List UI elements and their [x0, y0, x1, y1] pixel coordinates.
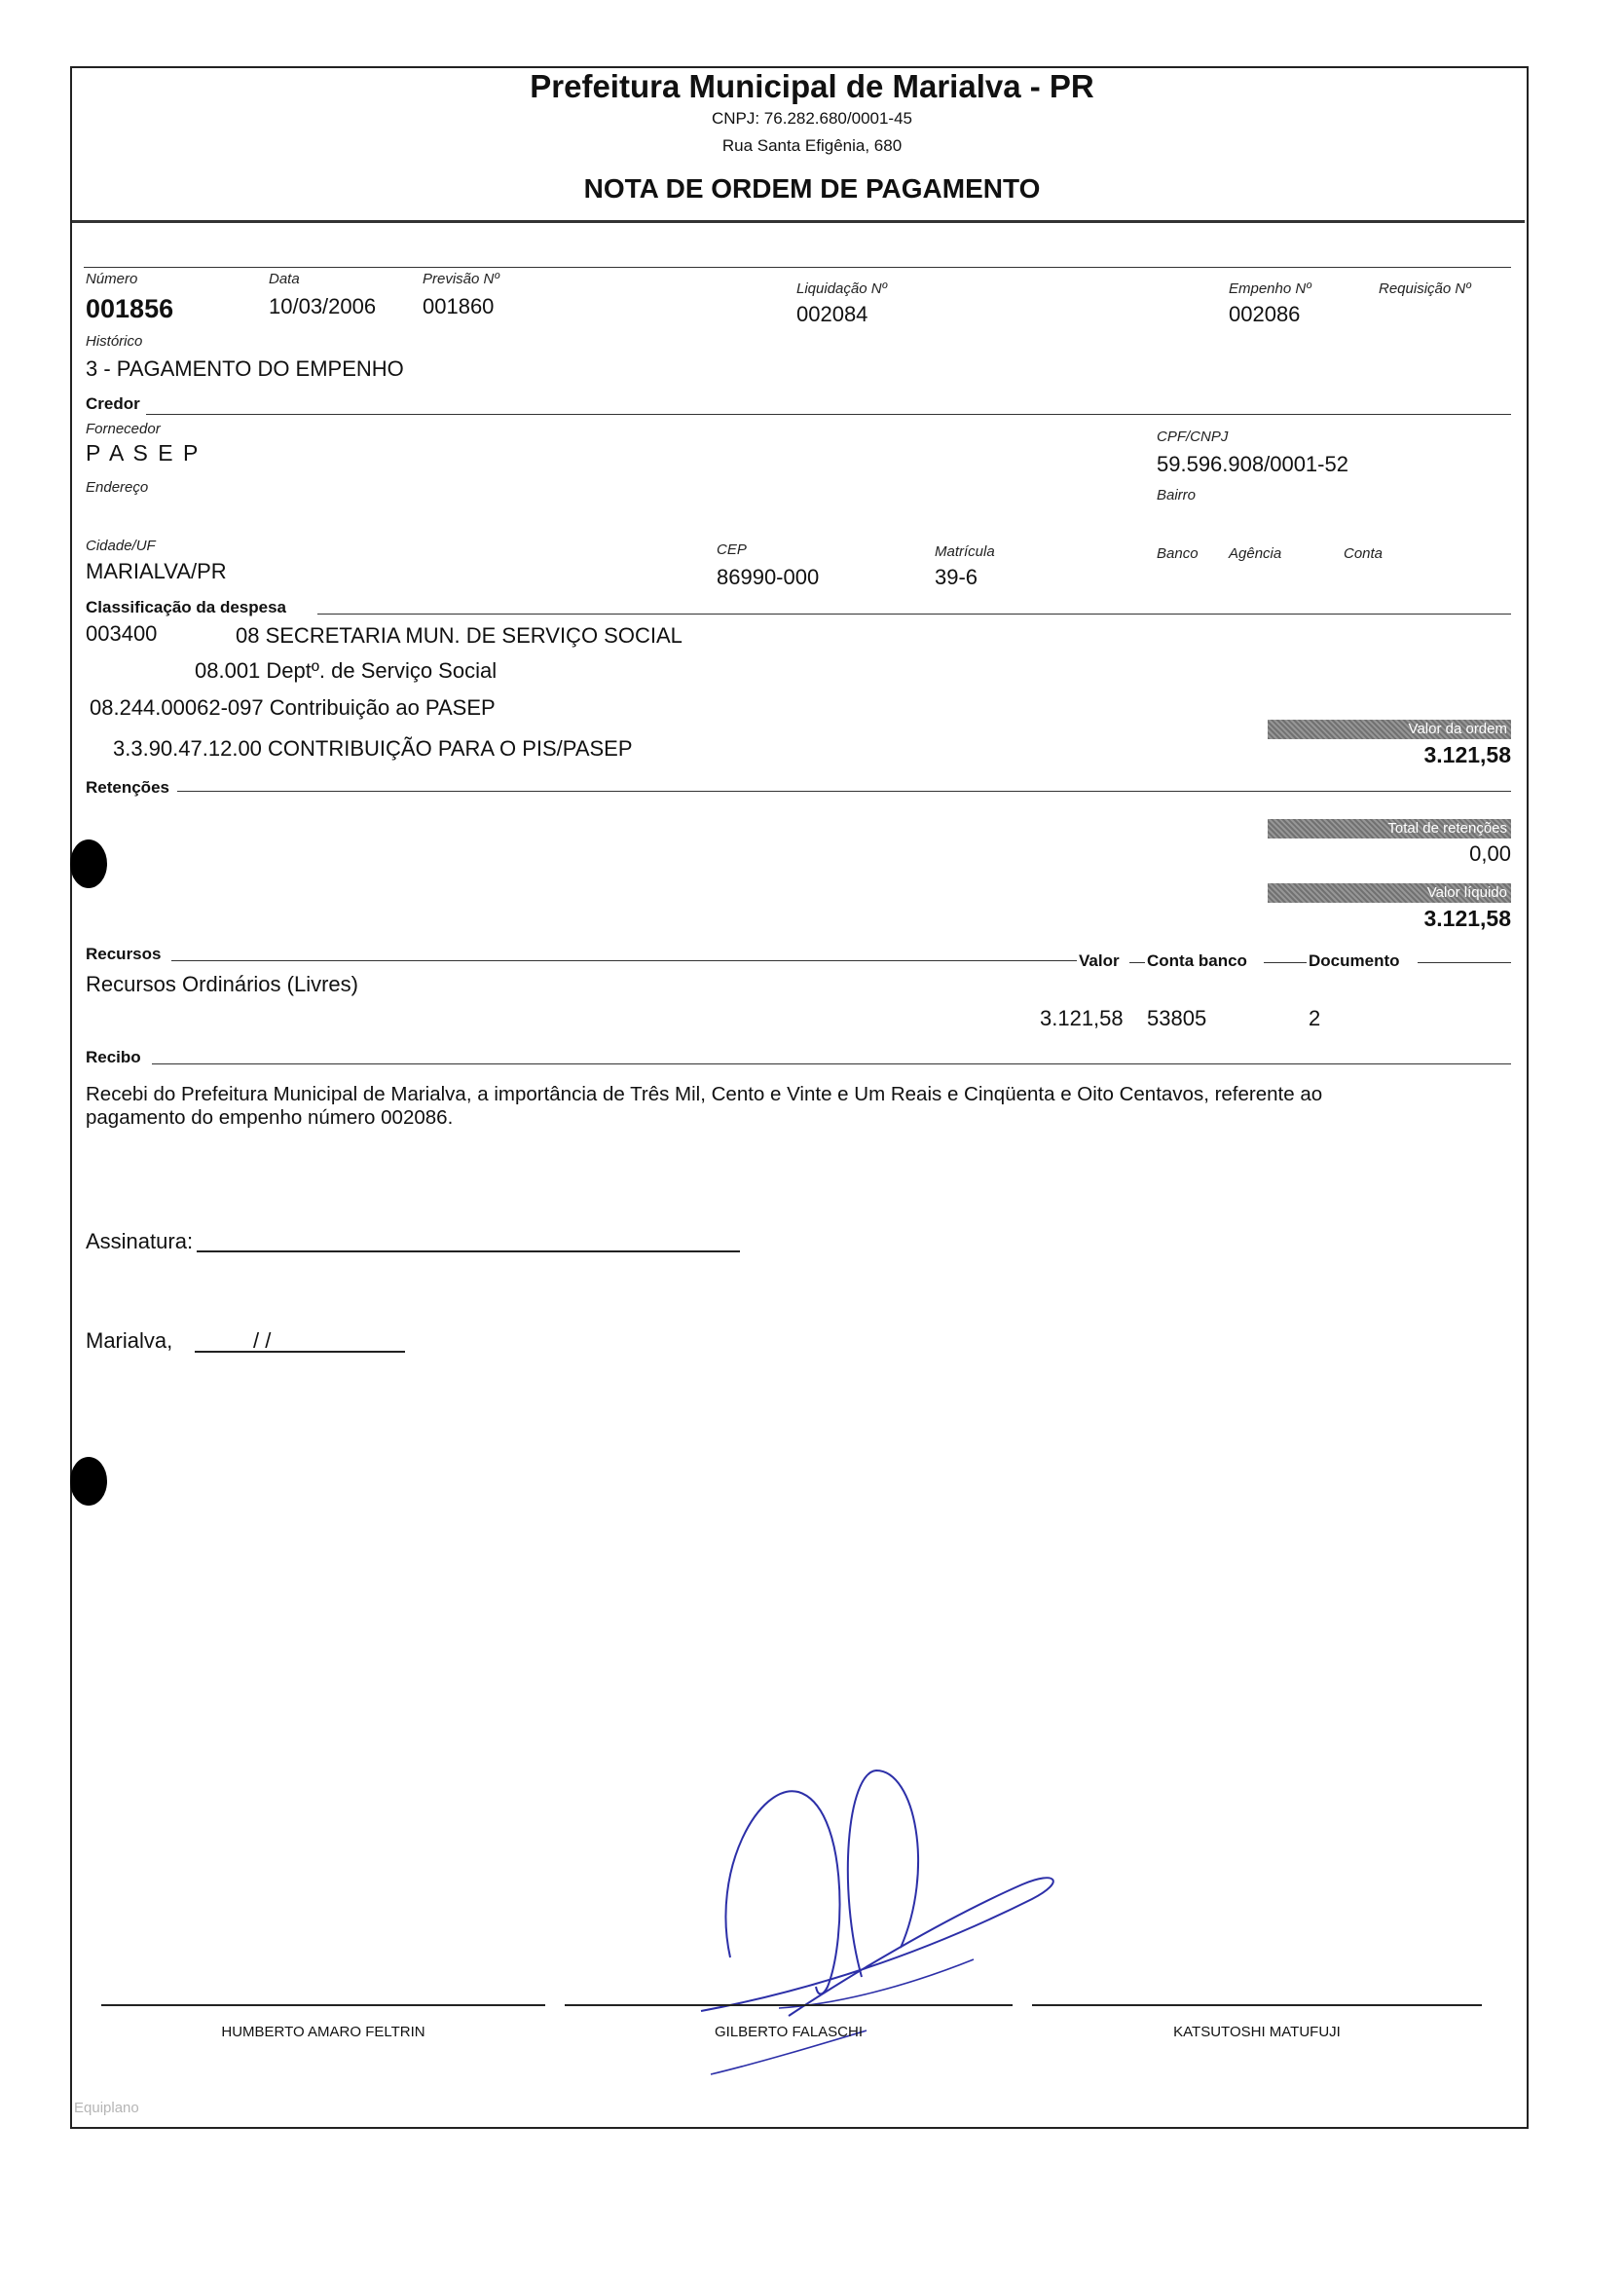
data-label: Data — [269, 271, 300, 287]
recursos-section-title: Recursos — [86, 945, 162, 963]
classificacao-section-title: Classificação da despesa — [86, 598, 287, 616]
credor-section-title: Credor — [86, 394, 140, 413]
liquidacao-value: 002084 — [796, 302, 868, 326]
classificacao-rule — [317, 614, 1511, 615]
punch-hole-top — [70, 839, 107, 888]
retencoes-total-value: 0,00 — [1469, 841, 1511, 866]
fields-top-rule — [84, 267, 1511, 268]
signatory-2: GILBERTO FALASCHI — [715, 2024, 863, 2040]
previsao-label: Previsão Nº — [423, 271, 499, 287]
recursos-fonte: Recursos Ordinários (Livres) — [86, 972, 358, 996]
matricula-value: 39-6 — [935, 565, 978, 589]
numero-value: 001856 — [86, 294, 174, 323]
cep-value: 86990-000 — [717, 565, 820, 589]
recibo-section-title: Recibo — [86, 1048, 141, 1066]
empenho-value: 002086 — [1229, 302, 1301, 326]
signature-line-2 — [565, 2004, 1013, 2006]
recursos-rule — [171, 960, 1077, 961]
assinatura-label: Assinatura: — [86, 1229, 194, 1253]
data-value: 10/03/2006 — [269, 294, 377, 318]
recursos-rule-4 — [1418, 962, 1511, 963]
retencoes-rule — [177, 791, 1511, 792]
recursos-rule-3 — [1264, 962, 1307, 963]
matricula-label: Matrícula — [935, 543, 995, 560]
valor-liquido-value: 3.121,58 — [1423, 906, 1511, 931]
cep-label: CEP — [717, 541, 747, 558]
equiplano-watermark: Equiplano — [74, 2100, 139, 2116]
recursos-conta-header: Conta banco — [1147, 951, 1247, 970]
classificacao-elemento: 3.3.90.47.12.00 CONTRIBUIÇÃO PARA O PIS/PASEP — [113, 736, 633, 761]
recursos-conta: 53805 — [1147, 1006, 1207, 1030]
banco-label: Banco — [1157, 545, 1199, 562]
classificacao-orgao: 08 SECRETARIA MUN. DE SERVIÇO SOCIAL — [236, 623, 683, 648]
punch-hole-bottom — [70, 1457, 107, 1506]
cnpj-line: CNPJ: 76.282.680/0001-45 — [711, 109, 913, 128]
recursos-documento-header: Documento — [1309, 951, 1400, 970]
municipality-title: Prefeitura Municipal de Marialva - PR — [530, 68, 1094, 104]
assinatura-line — [197, 1250, 740, 1252]
recursos-valor: 3.121,58 — [1040, 1006, 1124, 1030]
signatory-3: KATSUTOSHI MATUFUJI — [1173, 2024, 1341, 2040]
classificacao-programa: 08.244.00062-097 Contribuição ao PASEP — [90, 695, 496, 720]
fornecedor-value: P A S E P — [86, 440, 201, 466]
historico-label: Histórico — [86, 333, 143, 350]
cpf-value: 59.596.908/0001-52 — [1157, 452, 1348, 476]
date-line — [195, 1351, 405, 1353]
numero-label: Número — [86, 271, 138, 287]
cpf-label: CPF/CNPJ — [1157, 429, 1229, 445]
previsao-value: 001860 — [423, 294, 495, 318]
agencia-label: Agência — [1229, 545, 1282, 562]
cidade-label: Cidade/UF — [86, 538, 156, 554]
signature-line-1 — [101, 2004, 545, 2006]
credor-rule — [146, 414, 1511, 415]
retencoes-total-label: Total de retenções — [1268, 819, 1511, 838]
recursos-valor-header: Valor — [1079, 951, 1120, 970]
empenho-label: Empenho Nº — [1229, 280, 1311, 297]
date-place-label: Marialva, — [86, 1328, 173, 1353]
cidade-value: MARIALVA/PR — [86, 559, 227, 583]
valor-liquido-label: Valor líquido — [1268, 883, 1511, 903]
valor-ordem-value: 3.121,58 — [1423, 742, 1511, 767]
recursos-documento: 2 — [1309, 1006, 1321, 1030]
signature-line-3 — [1032, 2004, 1482, 2006]
classificacao-unidade: 08.001 Deptº. de Serviço Social — [195, 658, 498, 683]
requisicao-label: Requisição Nº — [1379, 280, 1471, 297]
conta-label: Conta — [1344, 545, 1384, 562]
recibo-text-line1: Recebi do Prefeitura Municipal de Marialva, a importância de Três Mil, Cento e Vinte e Um Reais e Cinqüenta e Oito Centavos, referente ao — [86, 1083, 1323, 1105]
bairro-label: Bairro — [1157, 487, 1197, 503]
valor-ordem-label: Valor da ordem — [1268, 720, 1511, 739]
recibo-text-line2: pagamento do empenho número 002086. — [86, 1106, 454, 1129]
recursos-rule-2 — [1129, 962, 1145, 963]
retencoes-section-title: Retenções — [86, 778, 169, 797]
signatory-1: HUMBERTO AMARO FELTRIN — [221, 2024, 425, 2040]
endereco-label: Endereço — [86, 479, 149, 496]
liquidacao-label: Liquidação Nº — [796, 280, 888, 297]
historico-value: 3 - PAGAMENTO DO EMPENHO — [86, 356, 404, 381]
classificacao-code: 003400 — [86, 621, 158, 646]
header-divider — [72, 220, 1525, 223]
fornecedor-label: Fornecedor — [86, 421, 161, 437]
recibo-rule — [152, 1063, 1511, 1064]
document-title: NOTA DE ORDEM DE PAGAMENTO — [583, 173, 1041, 204]
date-separators: / / — [253, 1328, 272, 1353]
address-line: Rua Santa Efigênia, 680 — [721, 136, 903, 155]
